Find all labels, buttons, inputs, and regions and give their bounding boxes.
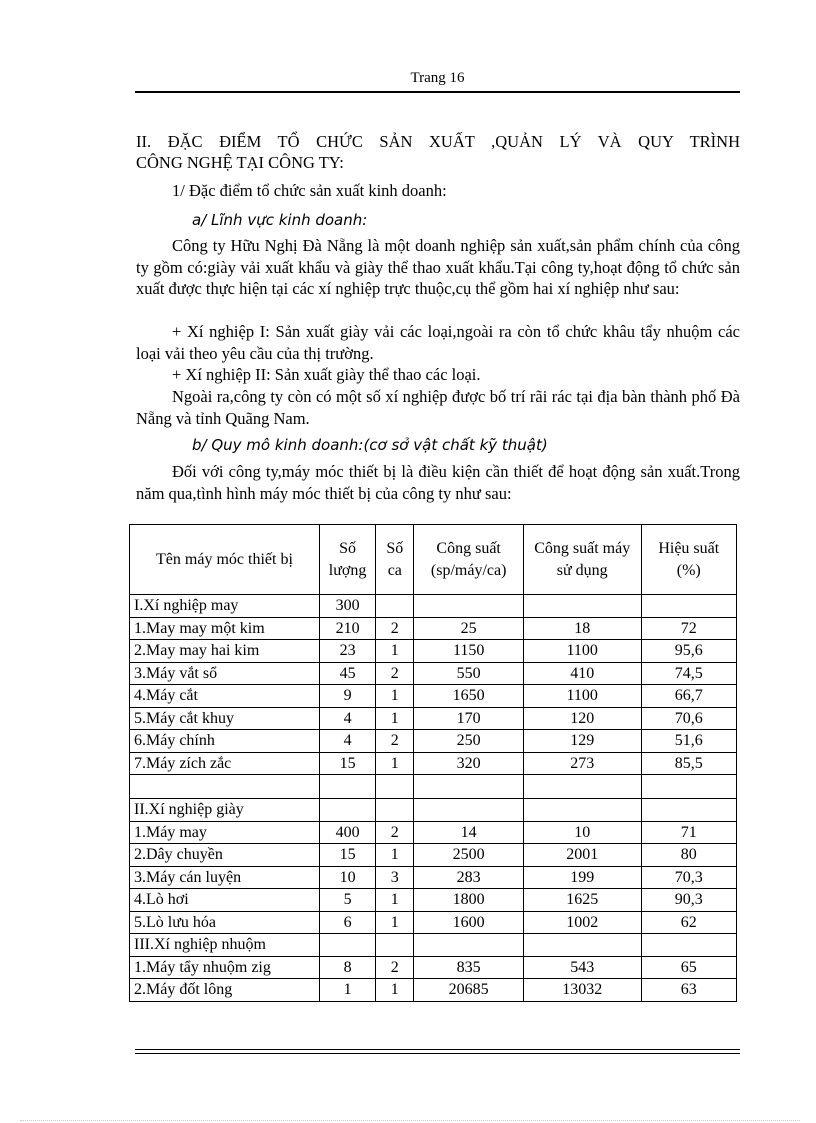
group2-rows — [130, 821, 737, 934]
group3-rows — [130, 956, 737, 1001]
cell-efficiency: 51,6 — [641, 730, 737, 753]
cell-capacity: 1600 — [414, 911, 524, 934]
header-name: Tên máy móc thiết bị — [130, 525, 320, 595]
table-row — [130, 640, 737, 663]
table-row — [130, 752, 737, 775]
table-row — [130, 911, 737, 934]
table-row — [130, 866, 737, 889]
cell-name: 5.Máy cắt khuy — [130, 707, 320, 730]
paragraph-3 — [136, 364, 740, 386]
cell-shifts: 1 — [376, 844, 414, 867]
empty-cell — [319, 775, 375, 799]
paragraph-1 — [136, 235, 740, 300]
cell-quantity: 23 — [319, 640, 375, 663]
header-used: Công suất máy sử dụng — [523, 525, 641, 595]
cell-name: 3.Máy vắt sổ — [130, 662, 320, 685]
empty-cell — [523, 799, 641, 822]
cell-shifts: 1 — [376, 979, 414, 1002]
cell-used: 410 — [523, 662, 641, 685]
cell-efficiency: 74,5 — [641, 662, 737, 685]
group-title: I.Xí nghiệp may — [130, 595, 320, 618]
cell-capacity: 25 — [414, 617, 524, 640]
empty-cell — [414, 595, 524, 618]
cell-used: 13032 — [523, 979, 641, 1002]
empty-cell — [376, 799, 414, 822]
group-title: II.Xí nghiệp giày — [130, 799, 320, 822]
table-row — [130, 979, 737, 1002]
subheading-b — [136, 435, 740, 457]
paragraph-2 — [136, 321, 740, 364]
paragraph-1-text: Công ty Hữu Nghị Đà Nẵng là một doanh nghiệp sản xuất,sản phẩm chính của công ty gồm có:giày vải xuất khẩu và giày thể thao xuất khẩu.Tại công ty,hoạt động tổ chức sản xuất được thực hiện tại các xí nghiệp trực thuộc,cụ thể gồm hai xí nghiệp như sau: — [136, 236, 740, 298]
cell-name: 4.Lò hơi — [130, 889, 320, 912]
paragraph-4-text: Ngoài ra,công ty còn có một số xí nghiệp được bố trí rãi rác tại địa bàn thành phố Đà Nẵng và tỉnh Quãng Nam. — [136, 387, 740, 428]
cell-quantity: 15 — [319, 752, 375, 775]
cell-efficiency: 90,3 — [641, 889, 737, 912]
paragraph-4 — [136, 386, 740, 429]
header-efficiency: Hiệu suất (%) — [641, 525, 737, 595]
subheading-a — [136, 210, 740, 232]
cell-capacity: 1800 — [414, 889, 524, 912]
group1-rows — [130, 617, 737, 775]
table-row — [130, 956, 737, 979]
cell-efficiency: 62 — [641, 911, 737, 934]
cell-capacity: 1650 — [414, 685, 524, 708]
paragraph-2-text: + Xí nghiệp I: Sản xuất giày vải các loại,ngoài ra còn tổ chức khâu tẩy nhuộm các loại vải theo yêu cầu của thị trường. — [136, 322, 740, 363]
header-rule — [135, 91, 740, 93]
cell-quantity: 4 — [319, 730, 375, 753]
empty-cell — [414, 934, 524, 957]
table-row — [130, 685, 737, 708]
cell-name: 6.Máy chính — [130, 730, 320, 753]
cell-used: 1002 — [523, 911, 641, 934]
cell-used: 543 — [523, 956, 641, 979]
cell-quantity: 6 — [319, 911, 375, 934]
cell-efficiency: 71 — [641, 821, 737, 844]
empty-cell — [641, 775, 737, 799]
cell-shifts: 2 — [376, 821, 414, 844]
cell-quantity: 5 — [319, 889, 375, 912]
cell-quantity: 10 — [319, 866, 375, 889]
cell-used: 129 — [523, 730, 641, 753]
empty-cell — [414, 799, 524, 822]
paragraph-5 — [136, 461, 740, 504]
cell-name: 4.Máy cắt — [130, 685, 320, 708]
table-row — [130, 617, 737, 640]
section-heading-line2: CÔNG NGHỆ TẠI CÔNG TY: — [136, 153, 344, 172]
table-header-row — [130, 525, 737, 595]
cell-efficiency: 63 — [641, 979, 737, 1002]
cell-name: 1.May may một kim — [130, 617, 320, 640]
header-quantity: Số lượng — [319, 525, 375, 595]
empty-cell — [130, 775, 320, 799]
cell-name: 5.Lò lưu hóa — [130, 911, 320, 934]
cell-name: 1.Máy tẩy nhuộm zig — [130, 956, 320, 979]
cell-name: 3.Máy cán luyện — [130, 866, 320, 889]
cell-efficiency: 85,5 — [641, 752, 737, 775]
cell-name: 2.Máy đốt lông — [130, 979, 320, 1002]
subheading-1 — [136, 180, 740, 202]
cell-shifts: 2 — [376, 662, 414, 685]
cell-capacity: 14 — [414, 821, 524, 844]
cell-name: 7.Máy zích zắc — [130, 752, 320, 775]
paragraph-5-text: Đối với công ty,máy móc thiết bị là điều kiện cần thiết để hoạt động sản xuất.Trong năm qua,tình hình máy móc thiết bị của công ty như sau: — [136, 462, 740, 503]
cell-capacity: 20685 — [414, 979, 524, 1002]
table-row — [130, 821, 737, 844]
empty-cell — [414, 775, 524, 799]
cell-quantity: 9 — [319, 685, 375, 708]
cell-shifts: 1 — [376, 640, 414, 663]
subheading-1-text: 1/ Đặc điểm tổ chức sản xuất kinh doanh: — [172, 181, 447, 200]
cell-quantity: 45 — [319, 662, 375, 685]
cell-used: 1100 — [523, 640, 641, 663]
empty-cell — [523, 775, 641, 799]
table-row — [130, 844, 737, 867]
cell-used: 10 — [523, 821, 641, 844]
cell-used: 1100 — [523, 685, 641, 708]
empty-cell — [319, 934, 375, 957]
cell-shifts: 1 — [376, 911, 414, 934]
cell-name: 2.May may hai kim — [130, 640, 320, 663]
cell-capacity: 2500 — [414, 844, 524, 867]
spacer-row — [130, 775, 737, 799]
cell-used: 1625 — [523, 889, 641, 912]
page-number: Trang 16 — [410, 70, 465, 86]
group-title: III.Xí nghiệp nhuộm — [130, 934, 320, 957]
group-row — [130, 934, 737, 957]
cell-used: 199 — [523, 866, 641, 889]
empty-cell — [319, 799, 375, 822]
footer-rule — [135, 1049, 740, 1054]
cell-capacity: 283 — [414, 866, 524, 889]
header-shifts: Số ca — [376, 525, 414, 595]
cell-shifts: 2 — [376, 617, 414, 640]
empty-cell — [641, 934, 737, 957]
empty-cell — [523, 595, 641, 618]
cell-efficiency: 65 — [641, 956, 737, 979]
cell-shifts: 1 — [376, 685, 414, 708]
section-heading-line1: II. ĐẶC ĐIỂM TỔ CHỨC SẢN XUẤT ,QUẢN LÝ VÀ QUY TRÌNH — [136, 132, 740, 151]
cell-capacity: 170 — [414, 707, 524, 730]
group-row — [130, 595, 737, 618]
cell-capacity: 250 — [414, 730, 524, 753]
page-edge-line — [20, 1120, 800, 1121]
table-row — [130, 730, 737, 753]
cell-name: 2.Dây chuyền — [130, 844, 320, 867]
group-row — [130, 799, 737, 822]
cell-quantity: 4 — [319, 707, 375, 730]
cell-quantity: 8 — [319, 956, 375, 979]
cell-efficiency: 70,6 — [641, 707, 737, 730]
cell-used: 273 — [523, 752, 641, 775]
cell-shifts: 2 — [376, 956, 414, 979]
cell-name: 1.Máy may — [130, 821, 320, 844]
cell-efficiency: 66,7 — [641, 685, 737, 708]
cell-shifts: 1 — [376, 752, 414, 775]
group-quantity: 300 — [319, 595, 375, 618]
cell-capacity: 550 — [414, 662, 524, 685]
cell-quantity: 400 — [319, 821, 375, 844]
cell-efficiency: 70,3 — [641, 866, 737, 889]
empty-cell — [641, 799, 737, 822]
cell-efficiency: 72 — [641, 617, 737, 640]
cell-used: 120 — [523, 707, 641, 730]
cell-shifts: 3 — [376, 866, 414, 889]
cell-capacity: 1150 — [414, 640, 524, 663]
cell-quantity: 1 — [319, 979, 375, 1002]
cell-efficiency: 95,6 — [641, 640, 737, 663]
cell-shifts: 2 — [376, 730, 414, 753]
cell-capacity: 320 — [414, 752, 524, 775]
table-row — [130, 889, 737, 912]
cell-shifts: 1 — [376, 707, 414, 730]
paragraph-3-text: + Xí nghiệp II: Sản xuất giày thể thao các loại. — [172, 365, 481, 384]
cell-used: 18 — [523, 617, 641, 640]
cell-quantity: 210 — [319, 617, 375, 640]
table-row — [130, 662, 737, 685]
cell-efficiency: 80 — [641, 844, 737, 867]
empty-cell — [376, 775, 414, 799]
empty-cell — [376, 934, 414, 957]
subheading-b-text: b/ Quy mô kinh doanh:(cơ sở vật chất kỹ thuật) — [192, 436, 548, 454]
table-row — [130, 707, 737, 730]
header-capacity: Công suất (sp/máy/ca) — [414, 525, 524, 595]
cell-quantity: 15 — [319, 844, 375, 867]
equipment-table — [129, 524, 737, 1002]
cell-capacity: 835 — [414, 956, 524, 979]
cell-used: 2001 — [523, 844, 641, 867]
subheading-a-text: a/ Lĩnh vực kinh doanh: — [192, 211, 368, 229]
empty-cell — [523, 934, 641, 957]
section-heading — [136, 131, 740, 173]
empty-cell — [376, 595, 414, 618]
empty-cell — [641, 595, 737, 618]
cell-shifts: 1 — [376, 889, 414, 912]
